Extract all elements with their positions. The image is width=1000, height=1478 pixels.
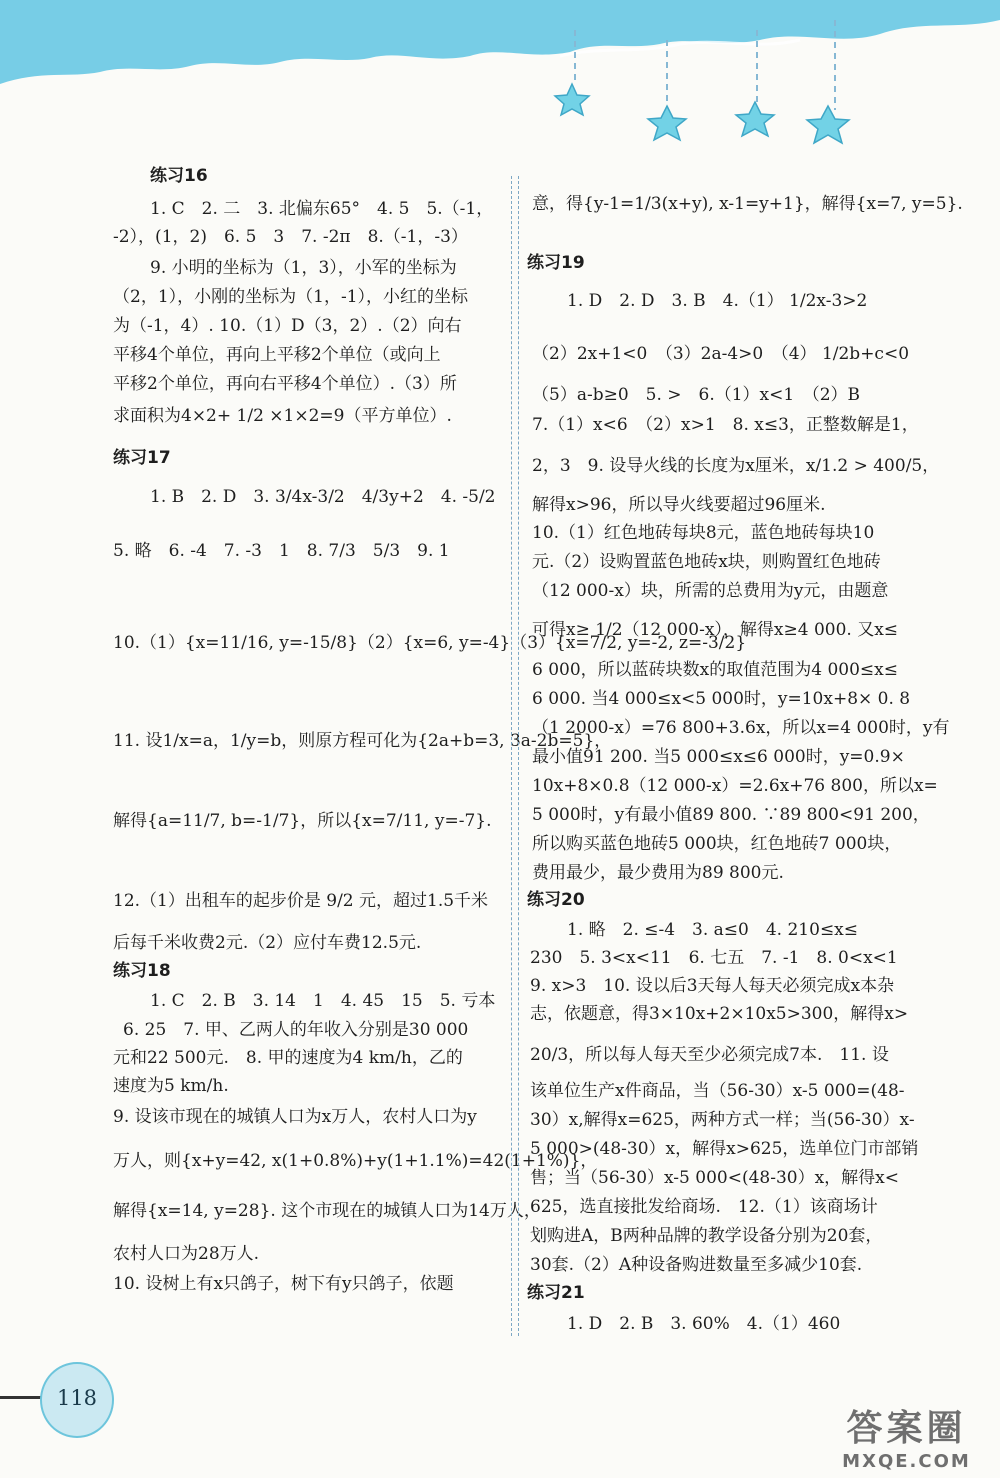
answer-line: 后每千米收费2元.（2）应付车费12.5元. (113, 933, 422, 953)
answer-line: 平移4个单位，再向上平移2个单位（或向上 (113, 345, 441, 365)
answer-line: 7.（1）x<6 （2）x>1 8. x≤3，正整数解是1， (532, 415, 919, 435)
answer-line: 该单位生产x件商品，当（56-30）x-5 000=(48- (530, 1081, 905, 1101)
answer-line: 11. 设1/x=a，1/y=b，则原方程可化为{2a+b=3, 3a-2b=5}， (113, 731, 612, 751)
footer-rule (0, 1396, 44, 1399)
section-heading: 练习19 (527, 253, 585, 273)
answer-line: 1. 略 2. ≤-4 3. a≤0 4. 210≤x≤ (567, 920, 859, 940)
section-heading: 练习20 (527, 890, 585, 910)
answer-line: 230 5. 3<x<11 6. 七五 7. -1 8. 0<x<1 (530, 948, 898, 968)
answer-line: 1. D 2. B 3. 60% 4.（1）460 (567, 1314, 841, 1334)
answer-line: 意，得{y-1=1/3(x+y), x-1=y+1}，解得{x=7, y=5}. (532, 194, 963, 214)
answer-line: 2，3 9. 设导火线的长度为x厘米，x/1.2 > 400/5， (532, 456, 940, 476)
answer-line: （2）2x+1<0 （3）2a-4>0 （4） 1/2b+c<0 (532, 344, 910, 364)
sky-banner (0, 0, 1000, 150)
answer-line: 5 000时，y有最小值89 800. ∵89 800<91 200， (532, 805, 930, 825)
section-heading: 练习17 (113, 448, 171, 468)
answer-line: 志，依题意，得3×10x+2×10x5>300，解得x> (530, 1004, 909, 1024)
answer-line: 6 000，所以蓝砖块数x的取值范围为4 000≤x≤ (532, 660, 898, 680)
answer-line: 10. 设树上有x只鸽子，树下有y只鸽子，依题 (113, 1274, 454, 1294)
answer-line: 1. B 2. D 3. 3/4x-3/2 4/3y+2 4. -5/2 (150, 487, 496, 507)
star-icon (555, 84, 589, 115)
answer-line: （5）a-b≥0 5. > 6.（1）x<1 （2）B (532, 385, 860, 405)
answer-line: （1 2000-x）=76 800+3.6x，所以x=4 000时，y有 (532, 718, 950, 738)
page-number: 118 (56, 1386, 98, 1410)
watermark-logo (819, 1400, 994, 1472)
answer-line: 费用最少，最少费用为89 800元. (532, 863, 784, 883)
answer-line: 1. C 2. B 3. 14 1 4. 45 15 5. 亏本 (150, 991, 496, 1011)
section-heading: 练习21 (527, 1283, 585, 1303)
column-divider (511, 176, 519, 1336)
answer-line: -2），(1，2) 6. 5 3 7. -2π 8.（-1，-3） (113, 227, 468, 247)
answer-line: 10.（1）红色地砖每块8元，蓝色地砖每块10 (532, 523, 875, 543)
answer-line: 售；当（56-30）x-5 000<(48-30）x，解得x< (530, 1168, 900, 1188)
star-icon (736, 102, 774, 136)
answer-line: 最小值91 200. 当5 000≤x≤6 000时，y=0.9× (532, 747, 905, 767)
answer-line: 6 000. 当4 000≤x<5 000时，y=10x+8× 0. 8 (532, 689, 911, 709)
answer-line: 所以购买蓝色地砖5 000块，红色地砖7 000块， (532, 834, 902, 854)
answer-line: 9. x>3 10. 设以后3天每人每天必须完成x本杂 (530, 976, 895, 996)
answer-line: 1. C 2. 二 3. 北偏东65° 4. 5 5.（-1， (150, 199, 494, 219)
answer-line: 12.（1）出租车的起步价是 9/2 元，超过1.5千米 (113, 891, 489, 911)
answer-line: 农村人口为28万人. (113, 1244, 260, 1264)
answer-line: 6. 25 7. 甲、乙两人的年收入分别是30 000 (123, 1020, 469, 1040)
answer-line: 解得{a=11/7, b=-1/7}，所以{x=7/11, y=-7}. (113, 811, 492, 831)
star-icon (807, 106, 849, 143)
answer-line: 9. 小明的坐标为（1，3），小军的坐标为 (150, 258, 457, 278)
answer-line: 625，选直接批发给商场. 12.（1）该商场计 (530, 1197, 878, 1217)
answer-line: 元.（2）设购置蓝色地砖x块，则购置红色地砖 (532, 552, 881, 572)
answer-line: 速度为5 km/h. (113, 1076, 229, 1096)
answer-line: 30套.（2）A种设备购进数量至多减少10套. (530, 1255, 863, 1275)
answer-line: 可得x≥ 1/2（12 000-x），解得x≥4 000. 又x≤ (532, 620, 899, 640)
answer-line: 为（-1，4）. 10.（1）D（3，2）.（2）向右 (113, 316, 462, 336)
answer-line: 元和22 500元. 8. 甲的速度为4 km/h，乙的 (113, 1048, 463, 1068)
star-icon (648, 106, 686, 140)
section-heading: 练习18 (113, 961, 171, 981)
watermark-bottom: MXQE.COM (842, 1451, 971, 1472)
page-number-badge (40, 1362, 114, 1438)
answer-line: 20/3，所以每人每天至少必须完成7本. 11. 设 (530, 1045, 889, 1065)
answer-line: 划购进A，B两种品牌的教学设备分别为20套， (530, 1226, 883, 1246)
answer-line: 10.（1）{x=11/16, y=-15/8}（2）{x=6, y=-4}（3）{x=7/2, y=-2, z=-3/2} (113, 633, 747, 653)
answer-line: 10x+8×0.8（12 000-x）=2.6x+76 800，所以x= (532, 776, 938, 796)
answer-line: （2，1），小刚的坐标为（1，-1），小红的坐标 (113, 287, 469, 307)
answer-line: 万人，则{x+y=42, x(1+0.8%)+y(1+1.1%)=42(1+1%)}， (113, 1151, 598, 1171)
answer-line: 解得{x=14, y=28}. 这个市现在的城镇人口为14万人， (113, 1201, 541, 1221)
answer-line: 平移2个单位，再向右平移4个单位）.（3）所 (113, 374, 457, 394)
answer-line: 解得x>96，所以导火线要超过96厘米. (532, 495, 826, 515)
section-heading: 练习16 (150, 166, 208, 186)
answer-line: （12 000-x）块，所需的总费用为y元，由题意 (532, 581, 889, 601)
answer-line: 5. 略 6. -4 7. -3 1 8. 7/3 5/3 9. 1 (113, 541, 450, 561)
watermark-top: 答案圈 (846, 1408, 967, 1449)
answer-line: 5 000>(48-30）x，解得x>625，选单位门市部销 (530, 1139, 919, 1159)
answer-line: 1. D 2. D 3. B 4.（1） 1/2x-3>2 (567, 291, 868, 311)
answer-line: 9. 设该市现在的城镇人口为x万人，农村人口为y (113, 1107, 477, 1127)
answer-line: 求面积为4×2+ 1/2 ×1×2=9（平方单位）. (113, 406, 452, 426)
answer-line: 30）x,解得x=625，两种方式一样；当(56-30）x- (530, 1110, 915, 1130)
